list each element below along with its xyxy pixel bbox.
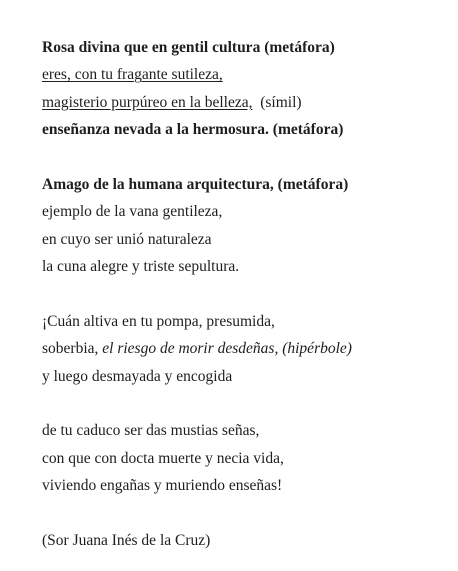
poem-line [42,198,442,225]
poem-line [42,116,442,143]
poem-line [42,226,442,253]
poem-line [42,417,442,444]
poem-line [42,253,442,280]
stanza-gap [42,281,442,308]
verse-text: Amago de la humana arquitectura, [42,175,274,193]
verse-text-italic: el riesgo de morir desdeñas, [102,340,279,358]
verse-text: soberbia, [42,340,99,358]
figure-note: (metáfora) [272,121,344,139]
poem-line [42,445,442,472]
stanza-gap [42,500,442,527]
poem-line [42,363,442,390]
verse-text: en cuyo ser unió naturaleza [42,230,212,248]
verse-text: viviendo engañas y muriendo enseñas! [42,477,283,495]
poem-line [42,308,442,335]
stanza-4 [42,417,442,499]
figure-note: (hipérbole) [282,340,352,358]
poem-line [42,171,442,198]
verse-text-underlined: eres, con tu fragante sutileza, [42,66,223,84]
figure-note: (símil) [260,93,302,111]
stanza-3 [42,308,442,390]
verse-text-underlined: magisterio purpúreo en la belleza, [42,93,253,111]
stanza-gap [42,390,442,417]
poem-line [42,89,442,116]
poem-line [42,335,442,362]
verse-text: de tu caduco ser das mustias señas, [42,422,260,440]
verse-text: ¡Cuán altiva en tu pompa, presumida, [42,312,275,330]
poem-author: (Sor Juana Inés de la Cruz) [42,532,211,550]
figure-note: (metáfora) [264,39,335,56]
verse-text: con que con docta muerte y necia vida, [42,449,284,467]
verse-text: Rosa divina que en gentil cultura [42,39,261,56]
verse-text: la cuna alegre y triste sepultura. [42,258,240,276]
poem [42,34,442,554]
figure-note: (metáfora) [277,175,349,193]
verse-text: y luego desmayada y encogida [42,367,233,385]
stanza-1 [42,34,442,144]
poem-line [42,34,442,61]
verse-text: ejemplo de la vana gentileza, [42,203,223,221]
stanza-gap [42,144,442,171]
stanza-2 [42,171,442,281]
verse-text: enseñanza nevada a la hermosura. [42,121,269,139]
poem-line [42,61,442,88]
poem-line [42,472,442,499]
